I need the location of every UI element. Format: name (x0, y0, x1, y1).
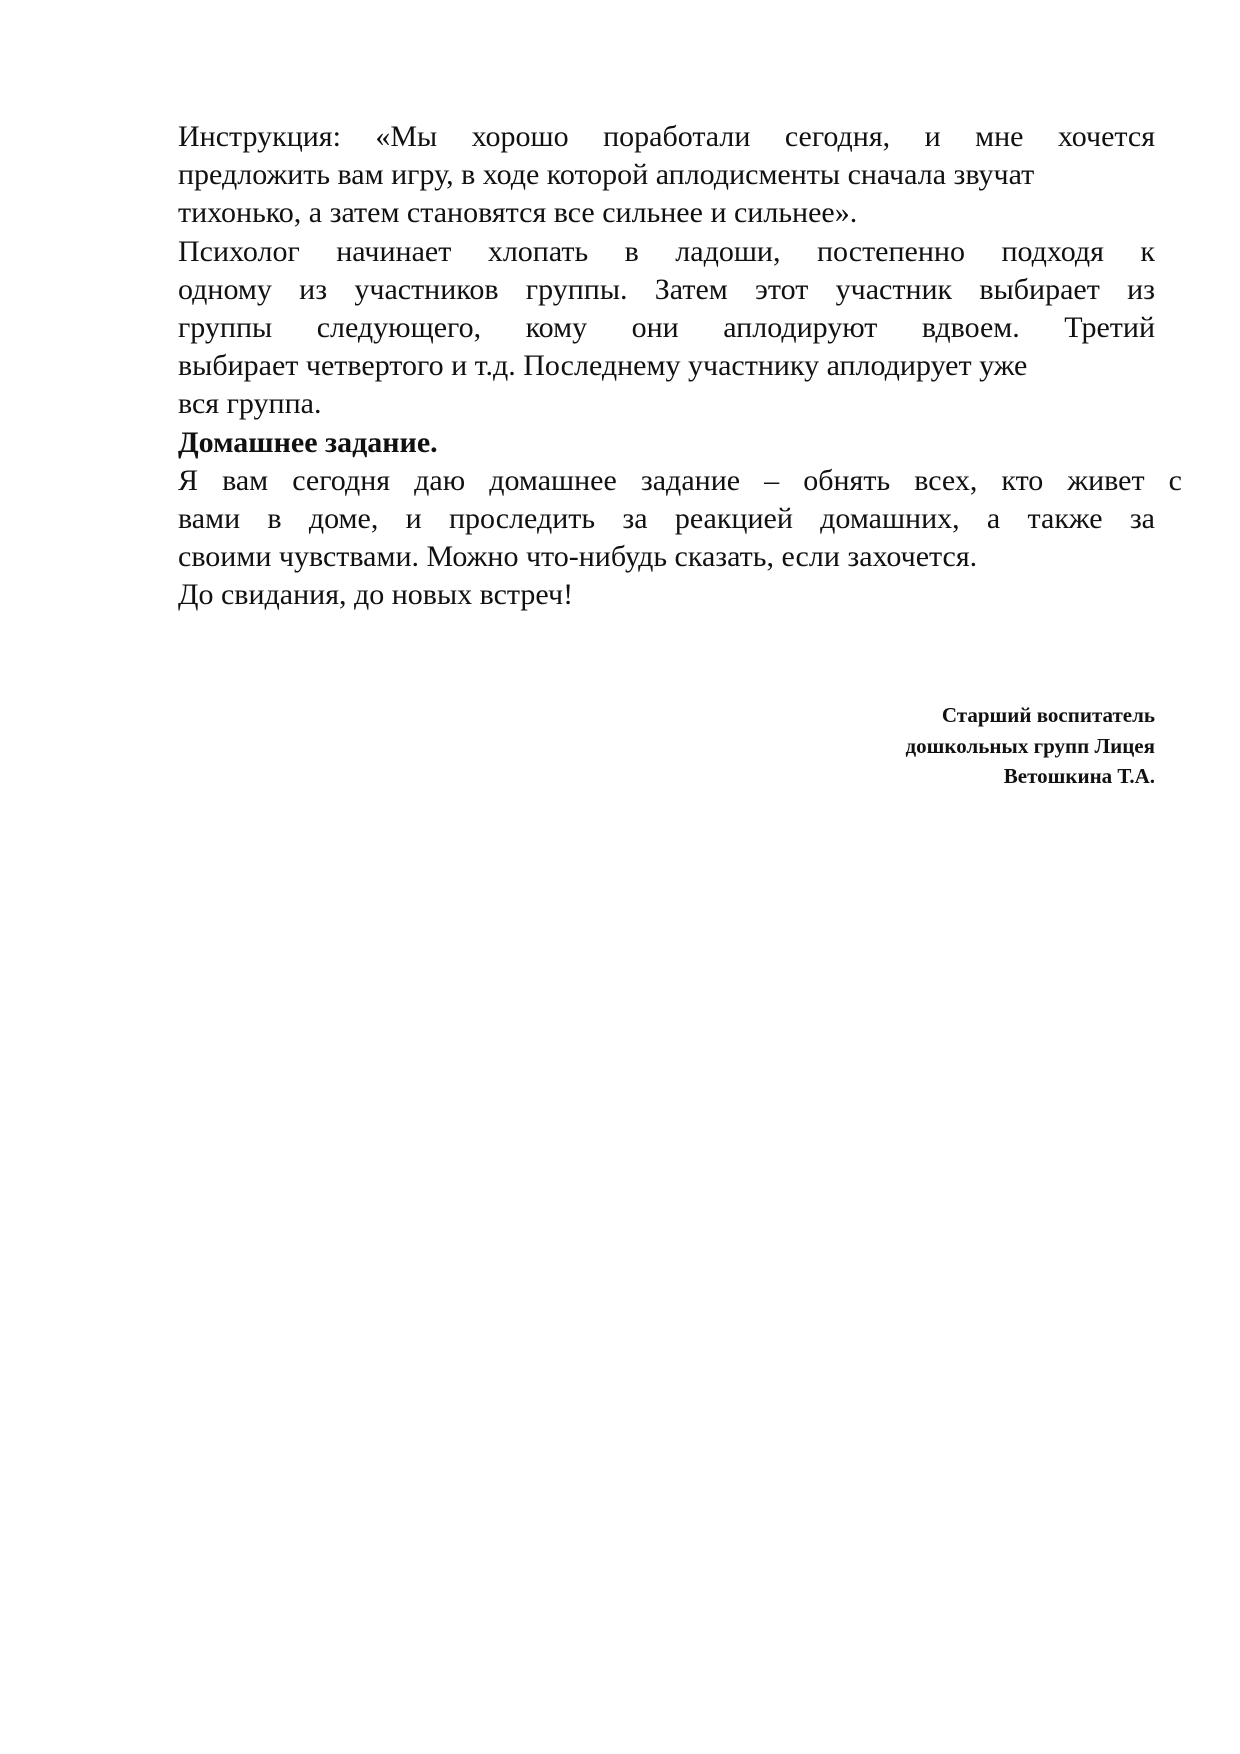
signature-unit: дошкольных групп Лицея (905, 733, 1155, 758)
text-line: группы следующего, кому они аплодируют вдвоем. Третий (178, 311, 1155, 345)
signature-name: Ветошкина Т.А. (1003, 764, 1155, 788)
farewell-line: До свидания, до новых встреч! (178, 578, 574, 612)
text-line: вся группа. (178, 387, 322, 421)
text-line: выбирает четвертого и т.д. Последнему участнику аплодирует уже (178, 349, 1028, 383)
signature-block (906, 700, 1155, 792)
text-line: Инструкция: «Мы хорошо поработали сегодня, и мне хочется (178, 120, 1155, 153)
text-line: Психолог начинает хлопать в ладоши, постепенно подходя к (178, 234, 1155, 268)
text-line: предложить вам игру, в ходе которой аплодисменты сначала звучат (178, 158, 1035, 192)
text-line: Я вам сегодня даю домашнее задание – обнять всех, кто живет с (178, 463, 1182, 497)
text-line: вами в доме, и проследить за реакцией домашних, а также за (178, 502, 1155, 536)
homework-heading: Домашнее задание. (178, 425, 438, 459)
text-line: тихонько, а затем становятся все сильнее и сильнее». (178, 196, 858, 230)
signature-position: Старший воспитатель (941, 703, 1155, 727)
text-line: своими чувствами. Можно что-нибудь сказать, если захочется. (178, 540, 978, 574)
document-body (178, 118, 1182, 615)
text-line: одному из участников группы. Затем этот участник выбирает из (178, 272, 1155, 306)
